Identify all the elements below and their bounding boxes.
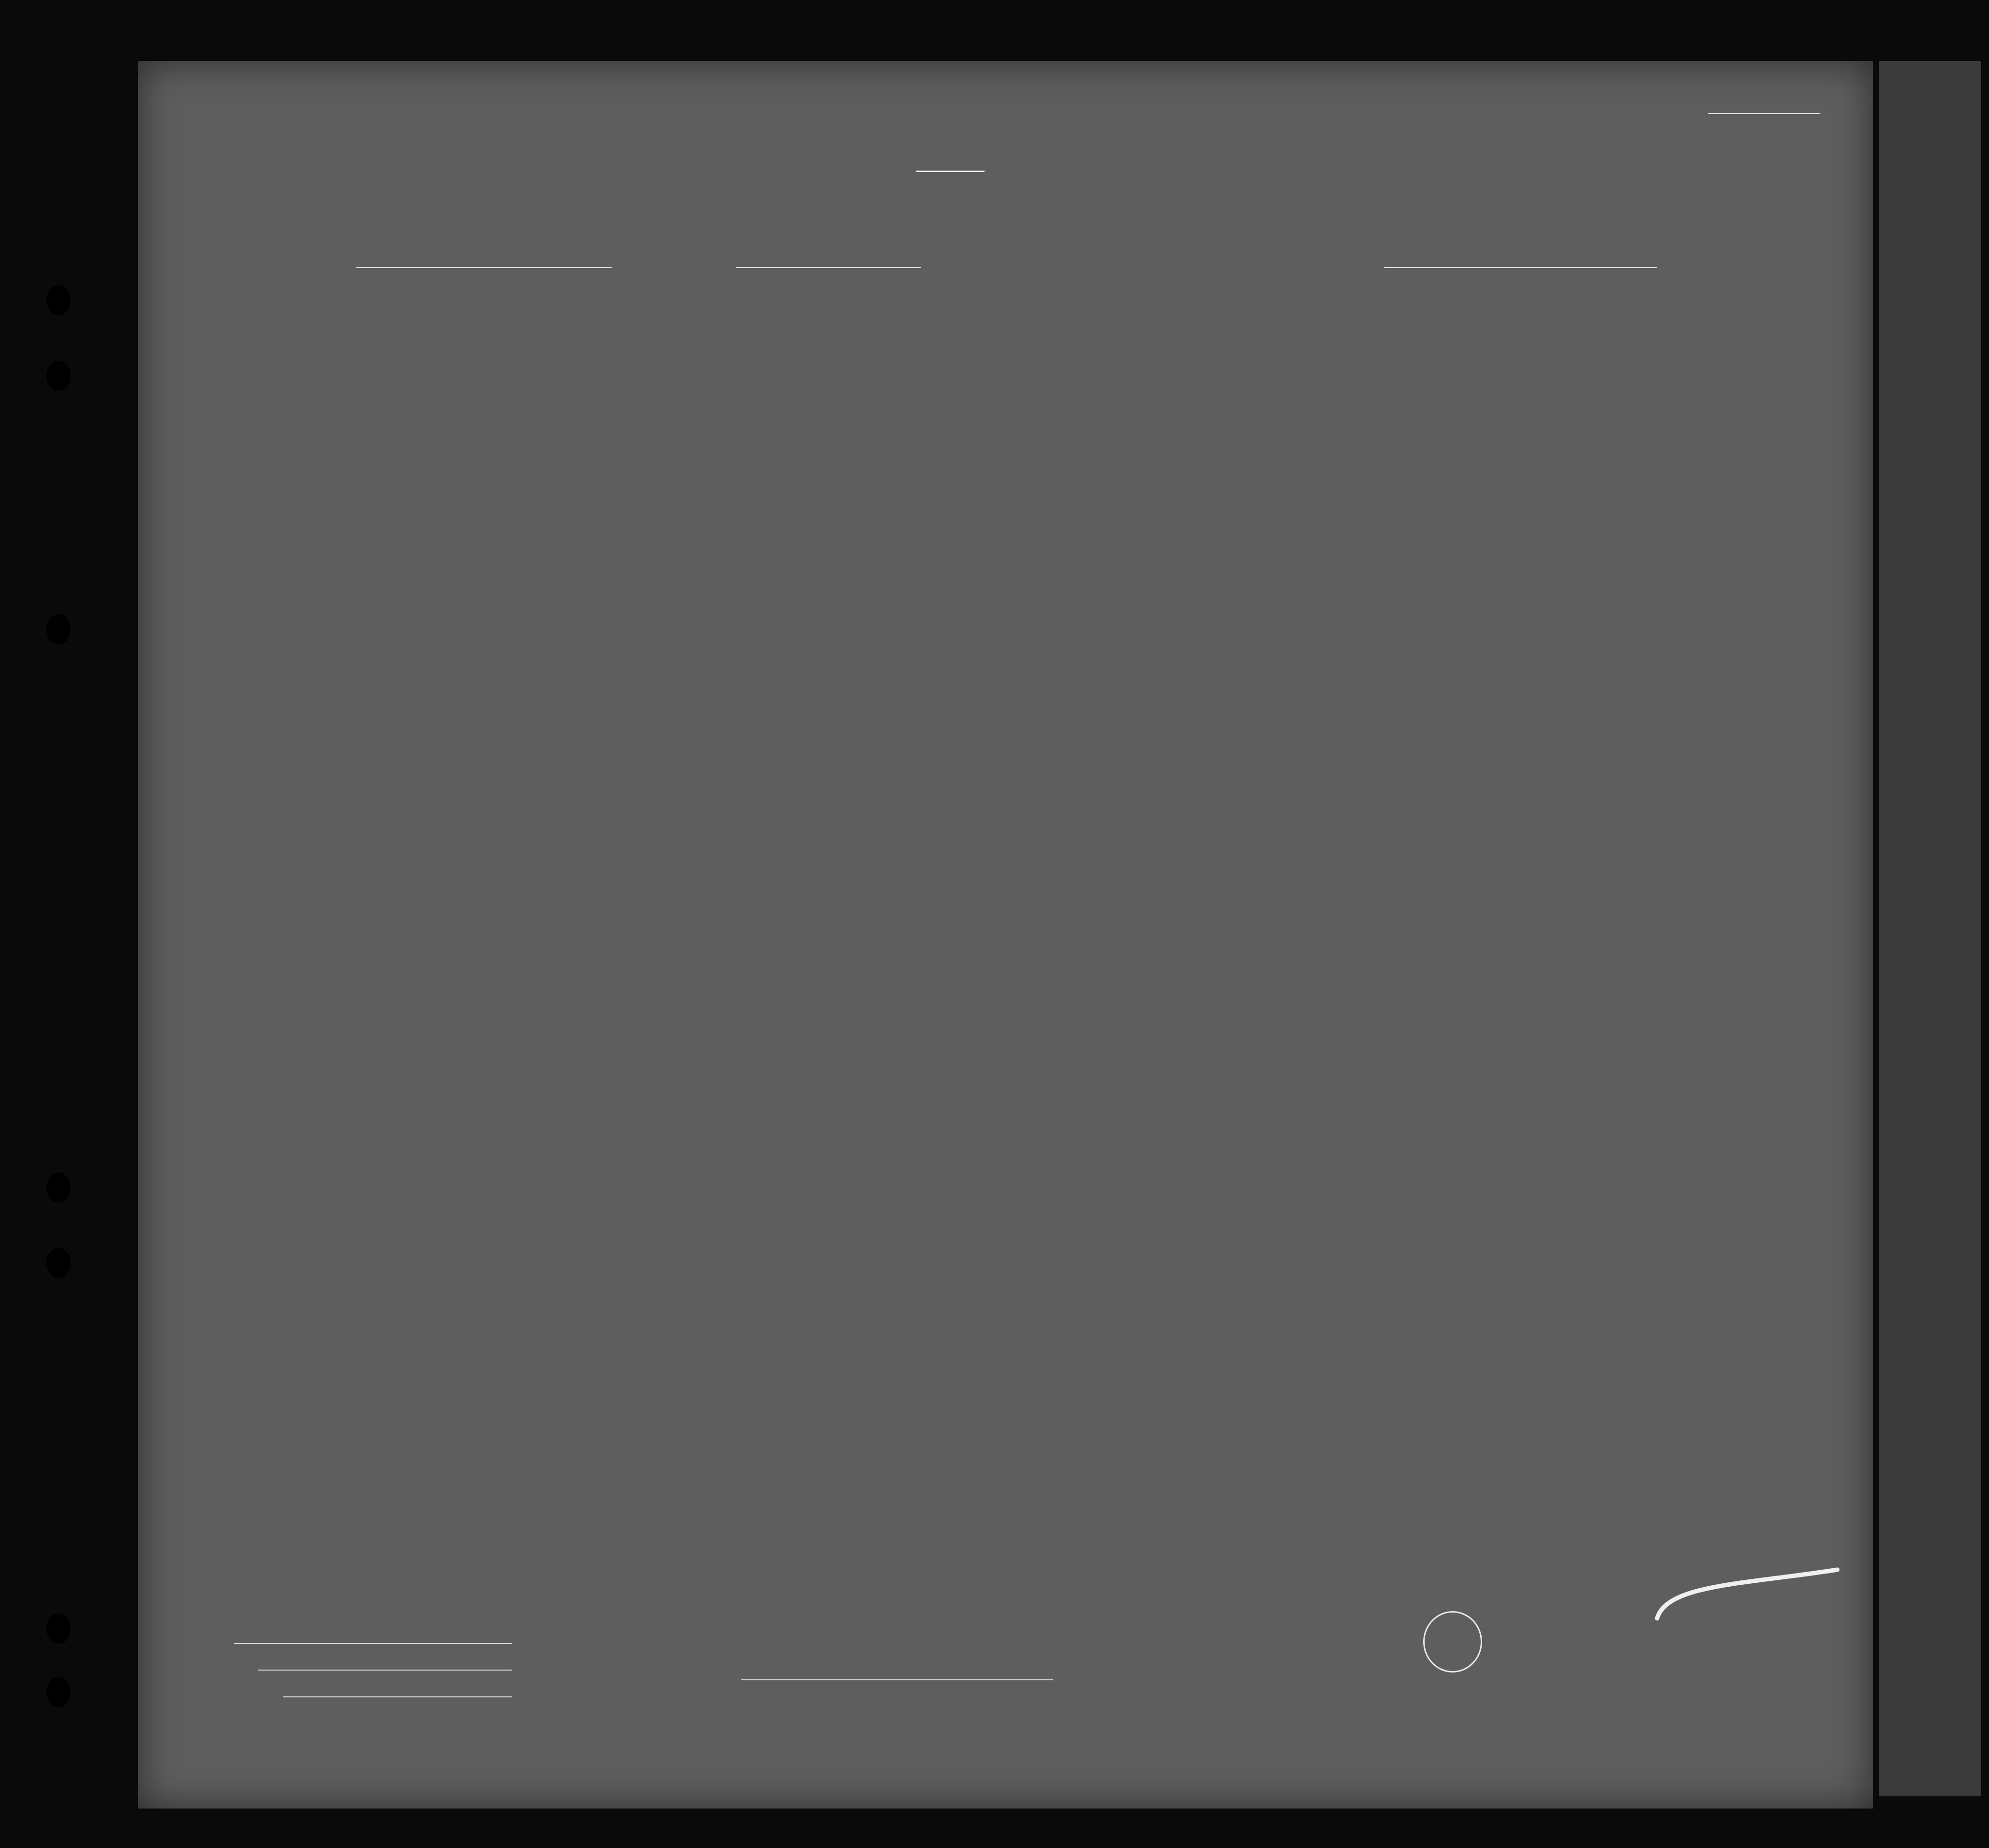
owners-field	[258, 1670, 512, 1671]
total-underline	[1647, 1555, 1842, 1628]
line-field	[234, 1643, 512, 1644]
agents-field	[283, 1696, 512, 1697]
signature-line	[741, 1679, 1053, 1680]
circled-count	[1423, 1611, 1482, 1673]
